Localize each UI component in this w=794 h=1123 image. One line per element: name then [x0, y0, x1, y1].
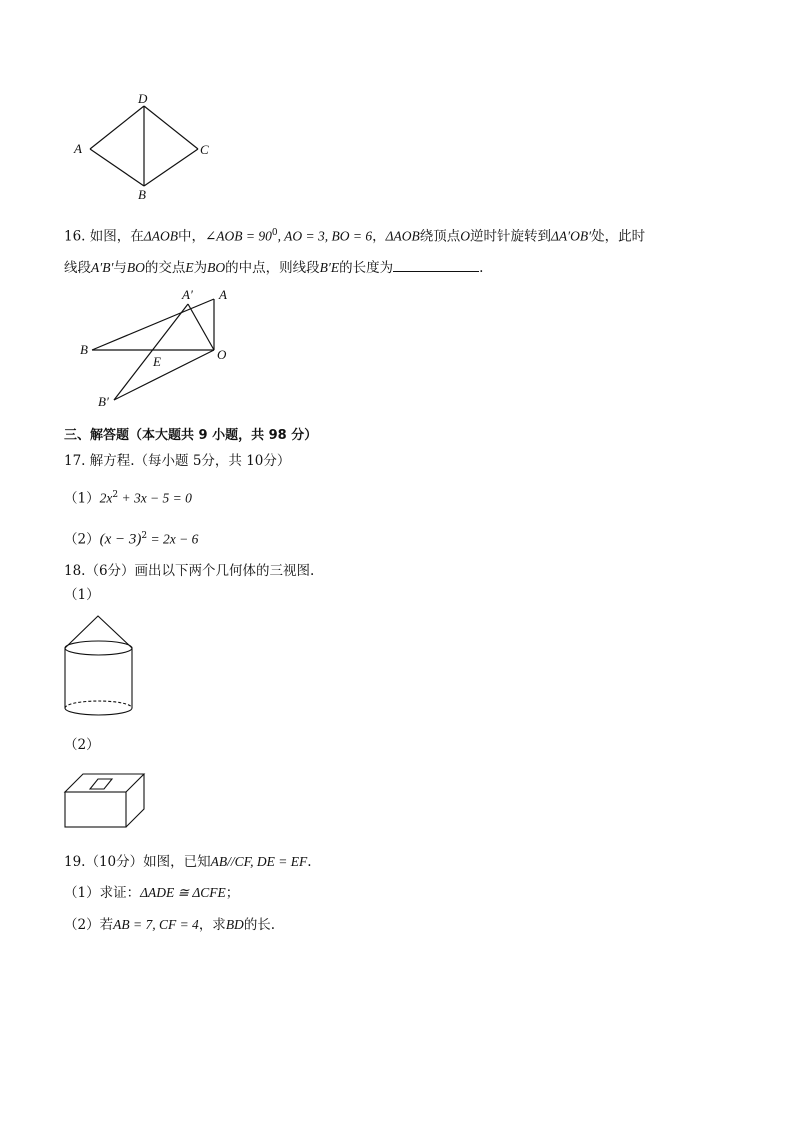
rotation-figure [76, 284, 246, 414]
q17-part1: $(1)2x^2 + 3x - 5 = 0$ [64, 490, 192, 507]
q18-part1-tag: （1） [64, 587, 100, 603]
q18-part2-tag: （2） [64, 737, 100, 753]
label-D: D [138, 92, 148, 106]
answer-blank[interactable] [393, 258, 479, 272]
label-E: E [153, 354, 161, 369]
label-B: B [138, 187, 146, 202]
q16-line2: 线段A′B′与BO的交点E为BO的中点，则线段B′E的长度为 . [64, 260, 484, 276]
label-C: C [200, 142, 209, 157]
rhombus-figure [68, 92, 228, 202]
q17-part2: $(2)(x - 3)^2 = 2x - 6$ [64, 531, 199, 548]
label-B-prime: B′ [98, 394, 109, 409]
cone-cylinder-figure [62, 610, 142, 725]
box-hole-figure [62, 770, 152, 832]
q19-part2: （2）若AB = 7, CF = 4，求BD的长. [64, 917, 276, 933]
label-B: B [80, 342, 88, 357]
label-A-prime: A′ [182, 287, 193, 302]
label-O: O [217, 347, 227, 362]
label-A: A [74, 141, 82, 156]
q17-title: 17. 解方程.（每小题 5分，共 10分） [64, 453, 291, 469]
q16-line1: 16. 如图，在ΔAOB中，∠AOB = $90^0$, AO = 3, BO = 6，ΔAOB绕顶点O逆时针旋转到ΔA′OB′处，此时 [64, 228, 646, 245]
label-A: A [219, 287, 227, 302]
q19-part1: （1）求证：ΔADE ≅ ΔCFE； [64, 885, 240, 901]
q18-title: 18.（6分）画出以下两个几何体的三视图. [64, 563, 315, 579]
section-heading: 三、解答题（本大题共 9 小题，共 98 分） [64, 428, 318, 443]
q19-title: 19.（10分）如图，已知AB//CF, DE = EF. [64, 854, 312, 870]
